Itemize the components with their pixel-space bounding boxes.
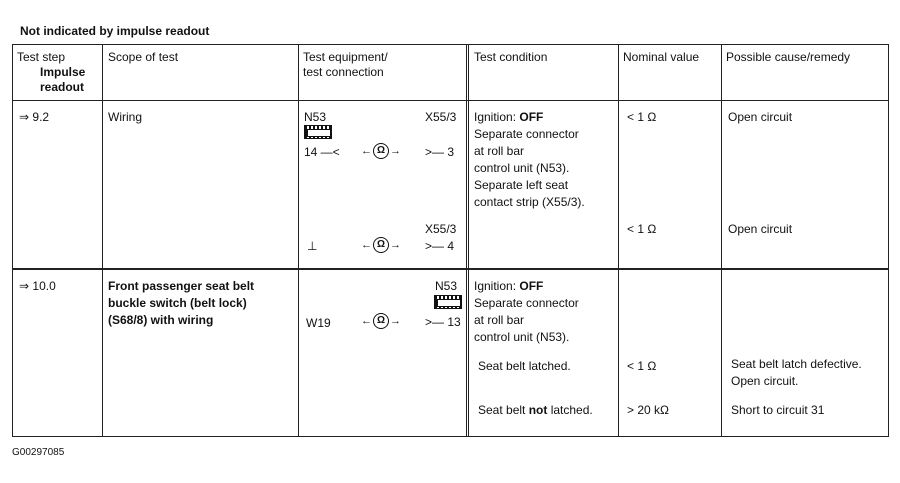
header-divider [12, 100, 889, 101]
header-readout: readout [40, 80, 85, 94]
connector-icon [434, 295, 462, 309]
cause-text: Short to circuit 31 [731, 403, 825, 417]
cause-text: Open circuit [728, 222, 793, 236]
connector-icon [304, 125, 332, 139]
pin-3: >— 3 [425, 145, 455, 159]
condition-ignition: Ignition: OFF [474, 279, 544, 293]
ohmmeter-icon: ← Ω → [361, 239, 401, 251]
header-scope: Scope of test [108, 50, 179, 64]
header-impulse: Impulse [40, 65, 86, 79]
page-title: Not indicated by impulse readout [20, 24, 210, 38]
condition-line: control unit (N53). [474, 161, 570, 175]
header-equipment: Test equipment/ [303, 50, 388, 64]
condition-line: Separate left seat [474, 178, 569, 192]
header-cause: Possible cause/remedy [726, 50, 851, 64]
scope-line: buckle switch (belt lock) [108, 296, 247, 310]
column-divider [468, 44, 469, 437]
nominal-value: < 1 Ω [627, 222, 657, 236]
column-divider [298, 44, 299, 437]
scope-wiring: Wiring [108, 110, 143, 124]
header-nominal: Nominal value [623, 50, 700, 64]
row-divider [12, 268, 889, 270]
header-test-step: Test step [17, 50, 66, 64]
step-10-0: ⇒ 10.0 [19, 279, 56, 293]
condition-line: control unit (N53). [474, 330, 570, 344]
scope-line: (S68/8) with wiring [108, 313, 214, 327]
figure-code: G00297085 [12, 447, 65, 458]
cause-text: Open circuit. [731, 374, 799, 388]
ohmmeter-icon: ← Ω → [361, 145, 401, 157]
pin-4: >— 4 [425, 239, 455, 253]
n53-label: N53 [435, 279, 458, 293]
pin-13: >— 13 [425, 315, 461, 329]
pin-14: 14 —< [304, 145, 340, 159]
nominal-value: < 1 Ω [627, 110, 657, 124]
ground-icon: ⊥ [307, 239, 318, 253]
cause-text: Open circuit [728, 110, 793, 124]
condition-line: at roll bar [474, 313, 525, 327]
w19-label: W19 [306, 316, 331, 330]
n53-label: N53 [304, 110, 327, 124]
column-divider [102, 44, 103, 437]
step-9-2: ⇒ 9.2 [19, 110, 50, 124]
column-divider [466, 44, 467, 437]
condition-line: Separate connector [474, 296, 579, 310]
condition-line: at roll bar [474, 144, 525, 158]
cause-text: Seat belt latch defective. [731, 357, 862, 371]
x55-3-label-2: X55/3 [425, 222, 457, 236]
x55-3-label: X55/3 [425, 110, 457, 124]
nominal-value: > 20 kΩ [627, 403, 669, 417]
condition-line: Separate connector [474, 127, 579, 141]
header-condition: Test condition [474, 50, 548, 64]
scope-line: Front passenger seat belt [108, 279, 255, 293]
condition-not-latched: Seat belt not latched. [478, 403, 593, 417]
column-divider [721, 44, 722, 437]
column-divider [618, 44, 619, 437]
condition-line: contact strip (X55/3). [474, 195, 585, 209]
condition-latched: Seat belt latched. [478, 359, 571, 373]
ohmmeter-icon: ← Ω → [361, 315, 401, 327]
condition-ignition: Ignition: OFF [474, 110, 544, 124]
header-connection: test connection [303, 65, 384, 79]
nominal-value: < 1 Ω [627, 359, 657, 373]
